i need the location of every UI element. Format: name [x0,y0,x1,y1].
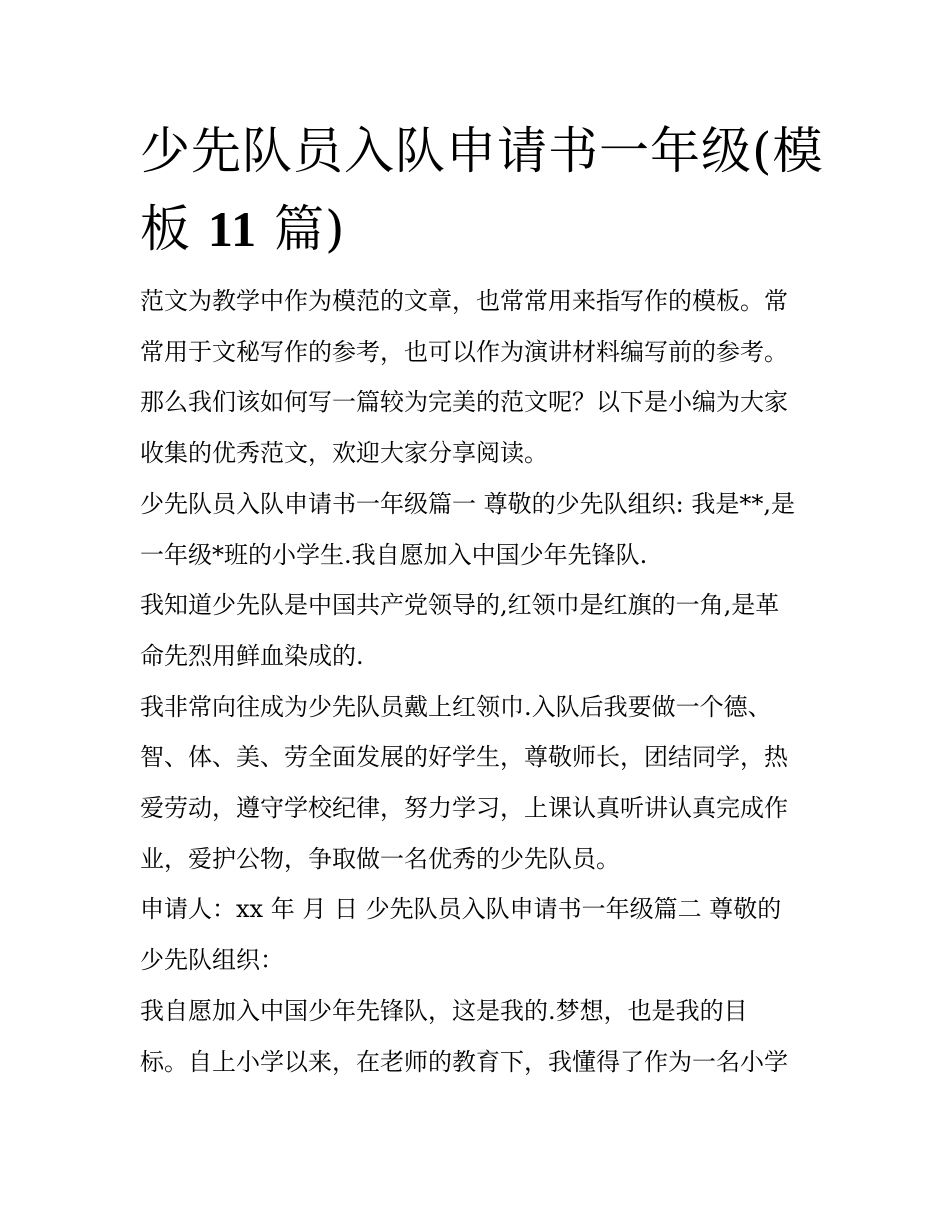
body-line: 我非常向往成为少先队员戴上红领巾.入队后我要做一个德、 [140,692,772,721]
body-line: 命先烈用鲜血染成的. [140,641,364,670]
title-number: 11 [207,201,258,257]
body-line: 我自愿加入中国少年先锋队，这是我的.梦想，也是我的目 [140,996,748,1025]
body-line: 收集的优秀范文，欢迎大家分享阅读。 [140,439,548,468]
body-line: 一年级*班的小学生.我自愿加入中国少年先锋队. [140,540,648,569]
body-line: 少先队员入队申请书一年级篇一 尊敬的少先队组织: 我是**,是 [140,489,795,518]
body-line: 业，爱护公物，争取做一名优秀的少先队员。 [140,844,620,873]
document-title [140,112,830,268]
body-line: 常用于文秘写作的参考，也可以作为演讲材料编写前的参考。 [140,337,788,366]
body-line: 范文为教学中作为模范的文章，也常常用来指写作的模板。常 [140,287,788,315]
title-line-1: 少先队员入队申请书一年级(模 [140,122,824,180]
body-line: 少先队组织： [140,946,284,975]
title-line-2 [140,190,830,268]
body-line: 那么我们该如何写一篇较为完美的范文呢？以下是小编为大家 [140,388,788,417]
title-line-2-suffix: 篇) [257,200,346,258]
document-body [140,276,830,1087]
body-line: 标。自上小学以来，在老师的教育下，我懂得了作为一名小学 [140,1047,788,1076]
body-line: 爱劳动，遵守学校纪律，努力学习，上课认真听讲认真完成作 [140,794,788,823]
body-line: 申请人：xx 年 月 日 少先队员入队申请书一年级篇二 尊敬的 [140,895,782,924]
body-line: 我知道少先队是中国共产党领导的,红领巾是红旗的一角,是革 [140,591,780,620]
body-line: 智、体、美、劳全面发展的好学生，尊敬师长，团结同学，热 [140,743,788,772]
title-line-2-prefix: 板 [140,200,208,258]
